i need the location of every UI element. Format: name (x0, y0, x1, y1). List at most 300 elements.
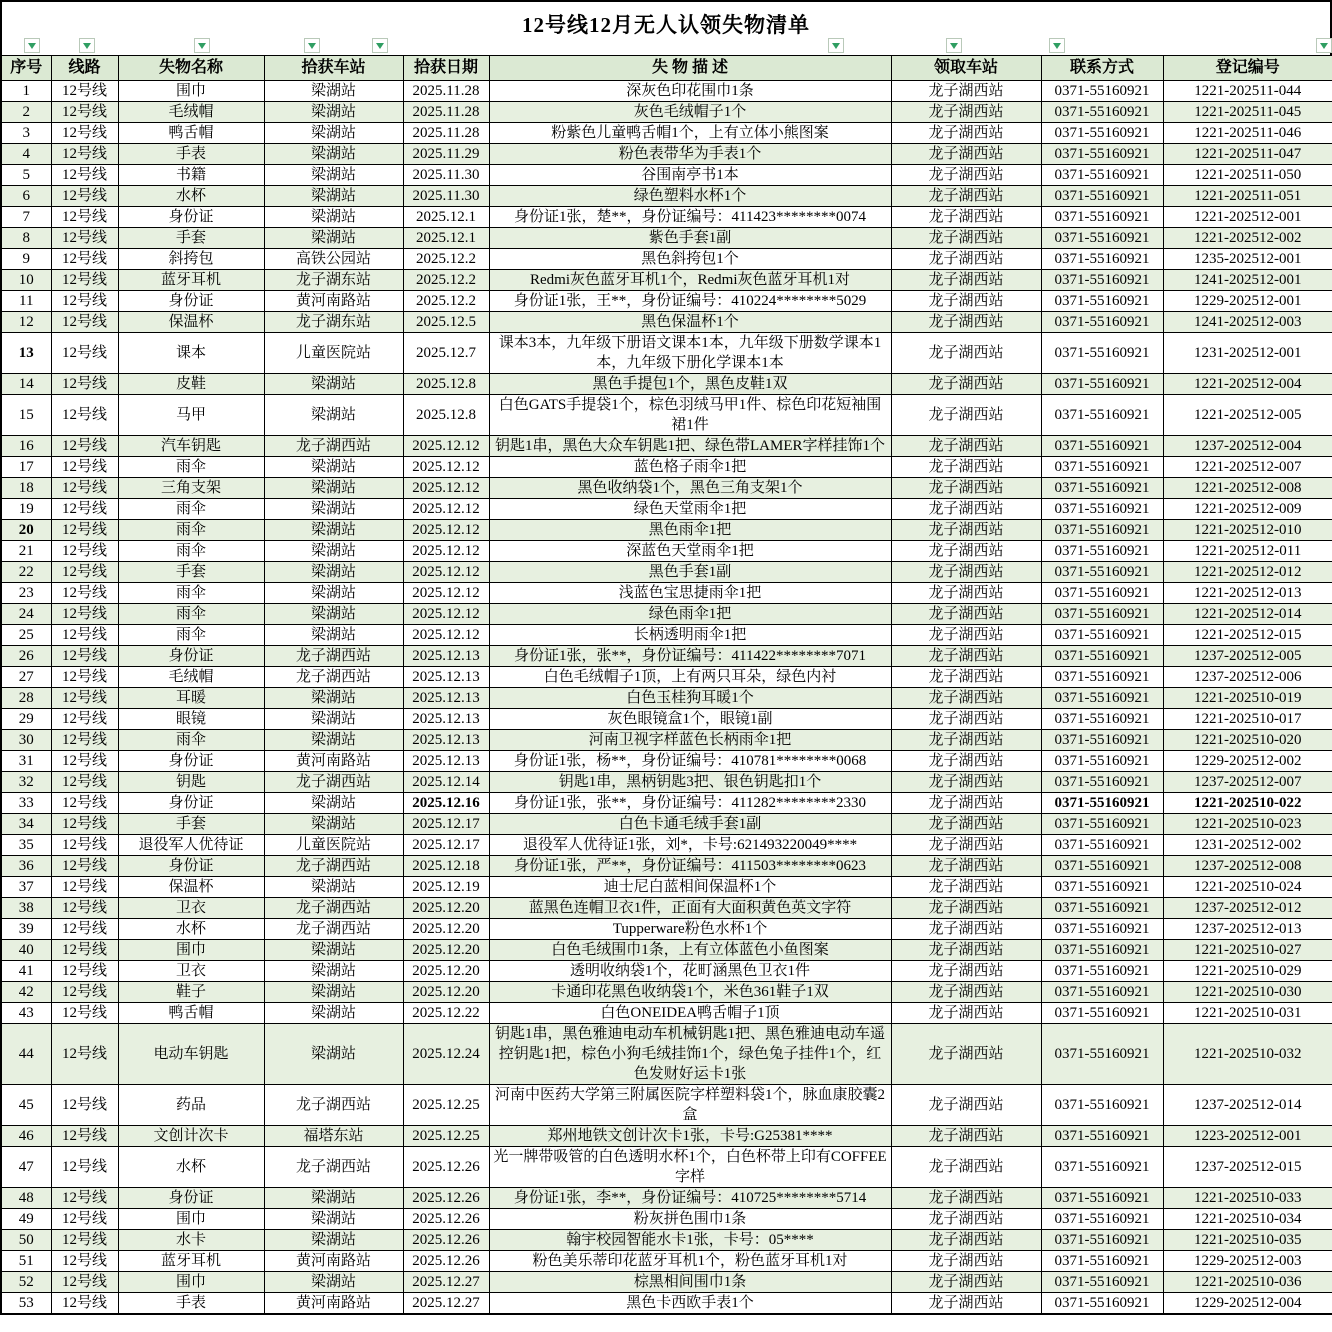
filter-dropdown-button[interactable] (79, 38, 95, 53)
cell-contact[interactable]: 0371-55160921 (1041, 333, 1163, 374)
cell-found_station[interactable]: 梁湖站 (264, 1188, 403, 1209)
cell-item[interactable]: 眼镜 (118, 709, 264, 730)
cell-desc[interactable]: 身份证1张，王**，身份证编号：410224********5029 (489, 291, 891, 312)
cell-claim_station[interactable]: 龙子湖西站 (891, 1272, 1041, 1293)
cell-desc[interactable]: 粉色美乐蒂印花蓝牙耳机1个，粉色蓝牙耳机1对 (489, 1251, 891, 1272)
cell-claim_station[interactable]: 龙子湖西站 (891, 457, 1041, 478)
cell-item[interactable]: 耳暖 (118, 688, 264, 709)
cell-item[interactable]: 蓝牙耳机 (118, 1251, 264, 1272)
cell-reg[interactable]: 1237-202512-005 (1163, 646, 1332, 667)
cell-desc[interactable]: 黑色雨伞1把 (489, 520, 891, 541)
cell-found_station[interactable]: 梁湖站 (264, 457, 403, 478)
cell-reg[interactable]: 1221-202511-051 (1163, 186, 1332, 207)
cell-line[interactable]: 12号线 (51, 1126, 118, 1147)
cell-no[interactable]: 4 (1, 144, 51, 165)
cell-contact[interactable]: 0371-55160921 (1041, 1230, 1163, 1251)
cell-reg[interactable]: 1223-202512-001 (1163, 1126, 1332, 1147)
cell-line[interactable]: 12号线 (51, 312, 118, 333)
cell-reg[interactable]: 1237-202512-015 (1163, 1147, 1332, 1188)
cell-line[interactable]: 12号线 (51, 1293, 118, 1315)
cell-contact[interactable]: 0371-55160921 (1041, 1085, 1163, 1126)
cell-date[interactable]: 2025.12.26 (403, 1230, 489, 1251)
cell-found_station[interactable]: 梁湖站 (264, 165, 403, 186)
cell-claim_station[interactable]: 龙子湖西站 (891, 249, 1041, 270)
filter-dropdown-button[interactable] (304, 38, 320, 53)
cell-claim_station[interactable]: 龙子湖西站 (891, 877, 1041, 898)
cell-desc[interactable]: 绿色天堂雨伞1把 (489, 499, 891, 520)
cell-line[interactable]: 12号线 (51, 123, 118, 144)
cell-found_station[interactable]: 梁湖站 (264, 81, 403, 102)
cell-desc[interactable]: 粉色表带华为手表1个 (489, 144, 891, 165)
cell-item[interactable]: 手表 (118, 1293, 264, 1315)
cell-no[interactable]: 48 (1, 1188, 51, 1209)
cell-contact[interactable]: 0371-55160921 (1041, 562, 1163, 583)
cell-no[interactable]: 47 (1, 1147, 51, 1188)
cell-no[interactable]: 23 (1, 583, 51, 604)
cell-contact[interactable]: 0371-55160921 (1041, 730, 1163, 751)
cell-contact[interactable]: 0371-55160921 (1041, 541, 1163, 562)
cell-found_station[interactable]: 梁湖站 (264, 123, 403, 144)
cell-claim_station[interactable]: 龙子湖西站 (891, 102, 1041, 123)
cell-claim_station[interactable]: 龙子湖西站 (891, 144, 1041, 165)
cell-date[interactable]: 2025.12.20 (403, 919, 489, 940)
cell-contact[interactable]: 0371-55160921 (1041, 228, 1163, 249)
cell-contact[interactable]: 0371-55160921 (1041, 144, 1163, 165)
cell-claim_station[interactable]: 龙子湖西站 (891, 1085, 1041, 1126)
cell-date[interactable]: 2025.12.20 (403, 982, 489, 1003)
cell-no[interactable]: 51 (1, 1251, 51, 1272)
cell-contact[interactable]: 0371-55160921 (1041, 982, 1163, 1003)
cell-date[interactable]: 2025.12.13 (403, 688, 489, 709)
cell-contact[interactable]: 0371-55160921 (1041, 1251, 1163, 1272)
cell-no[interactable]: 41 (1, 961, 51, 982)
cell-item[interactable]: 卫衣 (118, 961, 264, 982)
cell-line[interactable]: 12号线 (51, 457, 118, 478)
cell-claim_station[interactable]: 龙子湖西站 (891, 1147, 1041, 1188)
cell-claim_station[interactable]: 龙子湖西站 (891, 898, 1041, 919)
cell-line[interactable]: 12号线 (51, 1272, 118, 1293)
cell-item[interactable]: 水卡 (118, 1230, 264, 1251)
cell-line[interactable]: 12号线 (51, 374, 118, 395)
cell-no[interactable]: 11 (1, 291, 51, 312)
cell-claim_station[interactable]: 龙子湖西站 (891, 709, 1041, 730)
cell-reg[interactable]: 1221-202512-004 (1163, 374, 1332, 395)
cell-no[interactable]: 37 (1, 877, 51, 898)
cell-no[interactable]: 49 (1, 1209, 51, 1230)
cell-line[interactable]: 12号线 (51, 1147, 118, 1188)
cell-contact[interactable]: 0371-55160921 (1041, 604, 1163, 625)
cell-date[interactable]: 2025.12.16 (403, 793, 489, 814)
cell-item[interactable]: 水杯 (118, 919, 264, 940)
cell-contact[interactable]: 0371-55160921 (1041, 123, 1163, 144)
cell-reg[interactable]: 1221-202512-014 (1163, 604, 1332, 625)
cell-contact[interactable]: 0371-55160921 (1041, 436, 1163, 457)
cell-line[interactable]: 12号线 (51, 541, 118, 562)
cell-reg[interactable]: 1221-202512-015 (1163, 625, 1332, 646)
cell-claim_station[interactable]: 龙子湖西站 (891, 291, 1041, 312)
cell-no[interactable]: 14 (1, 374, 51, 395)
cell-contact[interactable]: 0371-55160921 (1041, 583, 1163, 604)
cell-date[interactable]: 2025.12.5 (403, 312, 489, 333)
cell-line[interactable]: 12号线 (51, 1209, 118, 1230)
cell-desc[interactable]: 卡通印花黑色收纳袋1个，米色361鞋子1双 (489, 982, 891, 1003)
cell-date[interactable]: 2025.11.29 (403, 144, 489, 165)
cell-claim_station[interactable]: 龙子湖西站 (891, 1293, 1041, 1315)
cell-date[interactable]: 2025.12.13 (403, 709, 489, 730)
cell-line[interactable]: 12号线 (51, 291, 118, 312)
cell-no[interactable]: 34 (1, 814, 51, 835)
cell-desc[interactable]: 河南中医药大学第三附属医院字样塑料袋1个，脉血康胶囊2盒 (489, 1085, 891, 1126)
cell-desc[interactable]: 粉灰拼色围巾1条 (489, 1209, 891, 1230)
cell-no[interactable]: 42 (1, 982, 51, 1003)
cell-claim_station[interactable]: 龙子湖西站 (891, 395, 1041, 436)
cell-date[interactable]: 2025.12.17 (403, 814, 489, 835)
cell-contact[interactable]: 0371-55160921 (1041, 186, 1163, 207)
cell-contact[interactable]: 0371-55160921 (1041, 1272, 1163, 1293)
cell-claim_station[interactable]: 龙子湖西站 (891, 541, 1041, 562)
cell-reg[interactable]: 1221-202510-020 (1163, 730, 1332, 751)
cell-contact[interactable]: 0371-55160921 (1041, 772, 1163, 793)
cell-desc[interactable]: 退役军人优待证1张，刘*，卡号:621493220049**** (489, 835, 891, 856)
cell-found_station[interactable]: 梁湖站 (264, 961, 403, 982)
cell-item[interactable]: 马甲 (118, 395, 264, 436)
cell-date[interactable]: 2025.12.27 (403, 1293, 489, 1315)
cell-desc[interactable]: 黑色手套1副 (489, 562, 891, 583)
cell-claim_station[interactable]: 龙子湖西站 (891, 436, 1041, 457)
cell-date[interactable]: 2025.12.13 (403, 667, 489, 688)
cell-found_station[interactable]: 梁湖站 (264, 730, 403, 751)
cell-line[interactable]: 12号线 (51, 249, 118, 270)
cell-contact[interactable]: 0371-55160921 (1041, 457, 1163, 478)
cell-line[interactable]: 12号线 (51, 898, 118, 919)
cell-desc[interactable]: 白色毛绒围巾1条，上有立体蓝色小鱼图案 (489, 940, 891, 961)
cell-no[interactable]: 39 (1, 919, 51, 940)
cell-found_station[interactable]: 梁湖站 (264, 228, 403, 249)
cell-no[interactable]: 19 (1, 499, 51, 520)
cell-reg[interactable]: 1221-202512-001 (1163, 207, 1332, 228)
cell-no[interactable]: 50 (1, 1230, 51, 1251)
cell-desc[interactable]: 透明收纳袋1个，花町涵黑色卫衣1件 (489, 961, 891, 982)
filter-dropdown-button[interactable] (372, 38, 388, 53)
cell-desc[interactable]: 浅蓝色宝思捷雨伞1把 (489, 583, 891, 604)
cell-found_station[interactable]: 梁湖站 (264, 207, 403, 228)
cell-no[interactable]: 27 (1, 667, 51, 688)
cell-no[interactable]: 29 (1, 709, 51, 730)
cell-desc[interactable]: 蓝色格子雨伞1把 (489, 457, 891, 478)
cell-found_station[interactable]: 黄河南路站 (264, 751, 403, 772)
cell-reg[interactable]: 1237-202512-008 (1163, 856, 1332, 877)
cell-no[interactable]: 36 (1, 856, 51, 877)
cell-reg[interactable]: 1237-202512-007 (1163, 772, 1332, 793)
cell-found_station[interactable]: 梁湖站 (264, 604, 403, 625)
cell-reg[interactable]: 1221-202510-019 (1163, 688, 1332, 709)
cell-found_station[interactable]: 梁湖站 (264, 1272, 403, 1293)
cell-line[interactable]: 12号线 (51, 1230, 118, 1251)
cell-contact[interactable]: 0371-55160921 (1041, 646, 1163, 667)
cell-reg[interactable]: 1241-202512-003 (1163, 312, 1332, 333)
filter-dropdown-button[interactable] (946, 38, 962, 53)
cell-line[interactable]: 12号线 (51, 688, 118, 709)
cell-date[interactable]: 2025.12.26 (403, 1251, 489, 1272)
cell-item[interactable]: 雨伞 (118, 730, 264, 751)
cell-item[interactable]: 课本 (118, 333, 264, 374)
cell-found_station[interactable]: 梁湖站 (264, 583, 403, 604)
cell-date[interactable]: 2025.12.17 (403, 835, 489, 856)
cell-reg[interactable]: 1237-202512-013 (1163, 919, 1332, 940)
cell-item[interactable]: 身份证 (118, 646, 264, 667)
cell-no[interactable]: 46 (1, 1126, 51, 1147)
cell-item[interactable]: 雨伞 (118, 625, 264, 646)
cell-no[interactable]: 15 (1, 395, 51, 436)
cell-reg[interactable]: 1221-202510-034 (1163, 1209, 1332, 1230)
cell-date[interactable]: 2025.11.28 (403, 81, 489, 102)
cell-claim_station[interactable]: 龙子湖西站 (891, 312, 1041, 333)
cell-claim_station[interactable]: 龙子湖西站 (891, 81, 1041, 102)
cell-item[interactable]: 蓝牙耳机 (118, 270, 264, 291)
cell-line[interactable]: 12号线 (51, 1251, 118, 1272)
cell-claim_station[interactable]: 龙子湖西站 (891, 1188, 1041, 1209)
cell-desc[interactable]: 身份证1张，严**，身份证编号：411503********0623 (489, 856, 891, 877)
cell-date[interactable]: 2025.12.12 (403, 478, 489, 499)
cell-date[interactable]: 2025.12.12 (403, 457, 489, 478)
cell-reg[interactable]: 1221-202512-011 (1163, 541, 1332, 562)
col-header-claim_station[interactable]: 领取车站 (891, 56, 1041, 81)
cell-found_station[interactable]: 龙子湖西站 (264, 772, 403, 793)
cell-date[interactable]: 2025.12.2 (403, 249, 489, 270)
cell-date[interactable]: 2025.11.30 (403, 186, 489, 207)
cell-found_station[interactable]: 龙子湖西站 (264, 646, 403, 667)
cell-date[interactable]: 2025.12.12 (403, 625, 489, 646)
cell-claim_station[interactable]: 龙子湖西站 (891, 520, 1041, 541)
cell-reg[interactable]: 1221-202510-023 (1163, 814, 1332, 835)
cell-reg[interactable]: 1221-202512-005 (1163, 395, 1332, 436)
cell-line[interactable]: 12号线 (51, 1188, 118, 1209)
cell-date[interactable]: 2025.12.26 (403, 1147, 489, 1188)
cell-item[interactable]: 文创计次卡 (118, 1126, 264, 1147)
cell-item[interactable]: 身份证 (118, 207, 264, 228)
cell-contact[interactable]: 0371-55160921 (1041, 940, 1163, 961)
cell-line[interactable]: 12号线 (51, 333, 118, 374)
cell-reg[interactable]: 1221-202511-046 (1163, 123, 1332, 144)
cell-found_station[interactable]: 龙子湖西站 (264, 919, 403, 940)
cell-claim_station[interactable]: 龙子湖西站 (891, 814, 1041, 835)
filter-dropdown-button[interactable] (194, 38, 210, 53)
cell-found_station[interactable]: 梁湖站 (264, 940, 403, 961)
cell-found_station[interactable]: 梁湖站 (264, 499, 403, 520)
cell-line[interactable]: 12号线 (51, 520, 118, 541)
cell-reg[interactable]: 1221-202512-012 (1163, 562, 1332, 583)
cell-reg[interactable]: 1221-202512-013 (1163, 583, 1332, 604)
col-header-desc[interactable]: 失 物 描 述 (489, 56, 891, 81)
cell-claim_station[interactable]: 龙子湖西站 (891, 793, 1041, 814)
cell-desc[interactable]: 钥匙1串，黑色大众车钥匙1把、绿色带LAMER字样挂饰1个 (489, 436, 891, 457)
cell-desc[interactable]: 白色卡通毛绒手套1副 (489, 814, 891, 835)
cell-desc[interactable]: 蓝黑色连帽卫衣1件，正面有大面积黄色英文字符 (489, 898, 891, 919)
cell-contact[interactable]: 0371-55160921 (1041, 81, 1163, 102)
cell-claim_station[interactable]: 龙子湖西站 (891, 165, 1041, 186)
cell-desc[interactable]: 粉紫色儿童鸭舌帽1个，上有立体小熊图案 (489, 123, 891, 144)
cell-desc[interactable]: 翰宇校园智能水卡1张，卡号：05**** (489, 1230, 891, 1251)
cell-claim_station[interactable]: 龙子湖西站 (891, 1024, 1041, 1085)
cell-claim_station[interactable]: 龙子湖西站 (891, 583, 1041, 604)
cell-found_station[interactable]: 龙子湖东站 (264, 312, 403, 333)
cell-found_station[interactable]: 梁湖站 (264, 688, 403, 709)
cell-item[interactable]: 鸭舌帽 (118, 123, 264, 144)
cell-found_station[interactable]: 梁湖站 (264, 541, 403, 562)
cell-no[interactable]: 28 (1, 688, 51, 709)
cell-date[interactable]: 2025.12.26 (403, 1209, 489, 1230)
cell-found_station[interactable]: 梁湖站 (264, 478, 403, 499)
cell-desc[interactable]: 白色GATS手提袋1个，棕色羽绒马甲1件、棕色印花短袖围裙1件 (489, 395, 891, 436)
cell-date[interactable]: 2025.12.24 (403, 1024, 489, 1085)
cell-reg[interactable]: 1221-202510-031 (1163, 1003, 1332, 1024)
cell-desc[interactable]: 身份证1张，张**，身份证编号：411282********2330 (489, 793, 891, 814)
cell-no[interactable]: 53 (1, 1293, 51, 1315)
cell-desc[interactable]: 黑色手提包1个，黑色皮鞋1双 (489, 374, 891, 395)
cell-contact[interactable]: 0371-55160921 (1041, 1209, 1163, 1230)
cell-no[interactable]: 9 (1, 249, 51, 270)
cell-line[interactable]: 12号线 (51, 772, 118, 793)
cell-contact[interactable]: 0371-55160921 (1041, 165, 1163, 186)
cell-contact[interactable]: 0371-55160921 (1041, 667, 1163, 688)
cell-desc[interactable]: 黑色保温杯1个 (489, 312, 891, 333)
cell-contact[interactable]: 0371-55160921 (1041, 207, 1163, 228)
cell-item[interactable]: 斜挎包 (118, 249, 264, 270)
cell-no[interactable]: 12 (1, 312, 51, 333)
cell-item[interactable]: 围巾 (118, 1272, 264, 1293)
cell-no[interactable]: 2 (1, 102, 51, 123)
cell-contact[interactable]: 0371-55160921 (1041, 1147, 1163, 1188)
cell-claim_station[interactable]: 龙子湖西站 (891, 604, 1041, 625)
cell-item[interactable]: 保温杯 (118, 312, 264, 333)
cell-claim_station[interactable]: 龙子湖西站 (891, 562, 1041, 583)
cell-line[interactable]: 12号线 (51, 751, 118, 772)
cell-line[interactable]: 12号线 (51, 814, 118, 835)
cell-reg[interactable]: 1221-202511-050 (1163, 165, 1332, 186)
cell-no[interactable]: 13 (1, 333, 51, 374)
cell-reg[interactable]: 1221-202511-045 (1163, 102, 1332, 123)
cell-no[interactable]: 17 (1, 457, 51, 478)
cell-claim_station[interactable]: 龙子湖西站 (891, 499, 1041, 520)
cell-claim_station[interactable]: 龙子湖西站 (891, 207, 1041, 228)
cell-claim_station[interactable]: 龙子湖西站 (891, 1230, 1041, 1251)
col-header-item[interactable]: 失物名称 (118, 56, 264, 81)
cell-claim_station[interactable]: 龙子湖西站 (891, 478, 1041, 499)
cell-line[interactable]: 12号线 (51, 877, 118, 898)
cell-claim_station[interactable]: 龙子湖西站 (891, 730, 1041, 751)
cell-contact[interactable]: 0371-55160921 (1041, 312, 1163, 333)
cell-desc[interactable]: 黑色收纳袋1个，黑色三角支架1个 (489, 478, 891, 499)
cell-claim_station[interactable]: 龙子湖西站 (891, 751, 1041, 772)
cell-item[interactable]: 汽车钥匙 (118, 436, 264, 457)
cell-date[interactable]: 2025.12.18 (403, 856, 489, 877)
cell-line[interactable]: 12号线 (51, 81, 118, 102)
cell-found_station[interactable]: 龙子湖西站 (264, 898, 403, 919)
cell-item[interactable]: 水杯 (118, 186, 264, 207)
cell-desc[interactable]: 谷围南亭书1本 (489, 165, 891, 186)
cell-line[interactable]: 12号线 (51, 1003, 118, 1024)
cell-date[interactable]: 2025.12.12 (403, 583, 489, 604)
cell-contact[interactable]: 0371-55160921 (1041, 898, 1163, 919)
cell-reg[interactable]: 1221-202510-032 (1163, 1024, 1332, 1085)
cell-no[interactable]: 38 (1, 898, 51, 919)
cell-date[interactable]: 2025.12.1 (403, 228, 489, 249)
cell-item[interactable]: 围巾 (118, 940, 264, 961)
cell-desc[interactable]: 河南卫视字样蓝色长柄雨伞1把 (489, 730, 891, 751)
cell-reg[interactable]: 1221-202511-047 (1163, 144, 1332, 165)
cell-found_station[interactable]: 梁湖站 (264, 793, 403, 814)
cell-contact[interactable]: 0371-55160921 (1041, 1024, 1163, 1085)
cell-contact[interactable]: 0371-55160921 (1041, 374, 1163, 395)
cell-reg[interactable]: 1231-202512-002 (1163, 835, 1332, 856)
cell-desc[interactable]: 绿色雨伞1把 (489, 604, 891, 625)
cell-line[interactable]: 12号线 (51, 583, 118, 604)
cell-no[interactable]: 33 (1, 793, 51, 814)
cell-claim_station[interactable]: 龙子湖西站 (891, 667, 1041, 688)
cell-reg[interactable]: 1221-202512-010 (1163, 520, 1332, 541)
cell-found_station[interactable]: 龙子湖西站 (264, 1085, 403, 1126)
cell-date[interactable]: 2025.12.12 (403, 520, 489, 541)
cell-reg[interactable]: 1229-202512-002 (1163, 751, 1332, 772)
cell-item[interactable]: 手套 (118, 228, 264, 249)
cell-date[interactable]: 2025.11.28 (403, 123, 489, 144)
cell-found_station[interactable]: 梁湖站 (264, 395, 403, 436)
cell-claim_station[interactable]: 龙子湖西站 (891, 961, 1041, 982)
cell-reg[interactable]: 1221-202510-035 (1163, 1230, 1332, 1251)
cell-found_station[interactable]: 梁湖站 (264, 144, 403, 165)
cell-item[interactable]: 保温杯 (118, 877, 264, 898)
cell-desc[interactable]: 黑色斜挎包1个 (489, 249, 891, 270)
cell-line[interactable]: 12号线 (51, 436, 118, 457)
cell-date[interactable]: 2025.12.25 (403, 1126, 489, 1147)
cell-contact[interactable]: 0371-55160921 (1041, 478, 1163, 499)
cell-desc[interactable]: 白色毛绒帽子1顶，上有两只耳朵，绿色内衬 (489, 667, 891, 688)
cell-item[interactable]: 鞋子 (118, 982, 264, 1003)
cell-item[interactable]: 雨伞 (118, 604, 264, 625)
cell-no[interactable]: 31 (1, 751, 51, 772)
cell-desc[interactable]: 灰色眼镜盒1个，眼镜1副 (489, 709, 891, 730)
cell-item[interactable]: 雨伞 (118, 499, 264, 520)
cell-found_station[interactable]: 儿童医院站 (264, 835, 403, 856)
cell-found_station[interactable]: 龙子湖西站 (264, 1147, 403, 1188)
cell-line[interactable]: 12号线 (51, 835, 118, 856)
cell-no[interactable]: 25 (1, 625, 51, 646)
cell-found_station[interactable]: 梁湖站 (264, 877, 403, 898)
cell-desc[interactable]: 迪士尼白蓝相间保温杯1个 (489, 877, 891, 898)
cell-reg[interactable]: 1221-202512-009 (1163, 499, 1332, 520)
cell-reg[interactable]: 1221-202512-007 (1163, 457, 1332, 478)
cell-contact[interactable]: 0371-55160921 (1041, 395, 1163, 436)
cell-reg[interactable]: 1229-202512-001 (1163, 291, 1332, 312)
cell-date[interactable]: 2025.12.12 (403, 604, 489, 625)
cell-line[interactable]: 12号线 (51, 604, 118, 625)
cell-no[interactable]: 16 (1, 436, 51, 457)
cell-contact[interactable]: 0371-55160921 (1041, 709, 1163, 730)
cell-line[interactable]: 12号线 (51, 709, 118, 730)
cell-date[interactable]: 2025.12.20 (403, 940, 489, 961)
cell-contact[interactable]: 0371-55160921 (1041, 856, 1163, 877)
cell-claim_station[interactable]: 龙子湖西站 (891, 625, 1041, 646)
cell-date[interactable]: 2025.12.8 (403, 374, 489, 395)
cell-contact[interactable]: 0371-55160921 (1041, 270, 1163, 291)
cell-desc[interactable]: 身份证1张，杨**，身份证编号：410781********0068 (489, 751, 891, 772)
cell-reg[interactable]: 1221-202511-044 (1163, 81, 1332, 102)
cell-no[interactable]: 30 (1, 730, 51, 751)
cell-no[interactable]: 26 (1, 646, 51, 667)
col-header-contact[interactable]: 联系方式 (1041, 56, 1163, 81)
cell-item[interactable]: 身份证 (118, 856, 264, 877)
cell-claim_station[interactable]: 龙子湖西站 (891, 228, 1041, 249)
